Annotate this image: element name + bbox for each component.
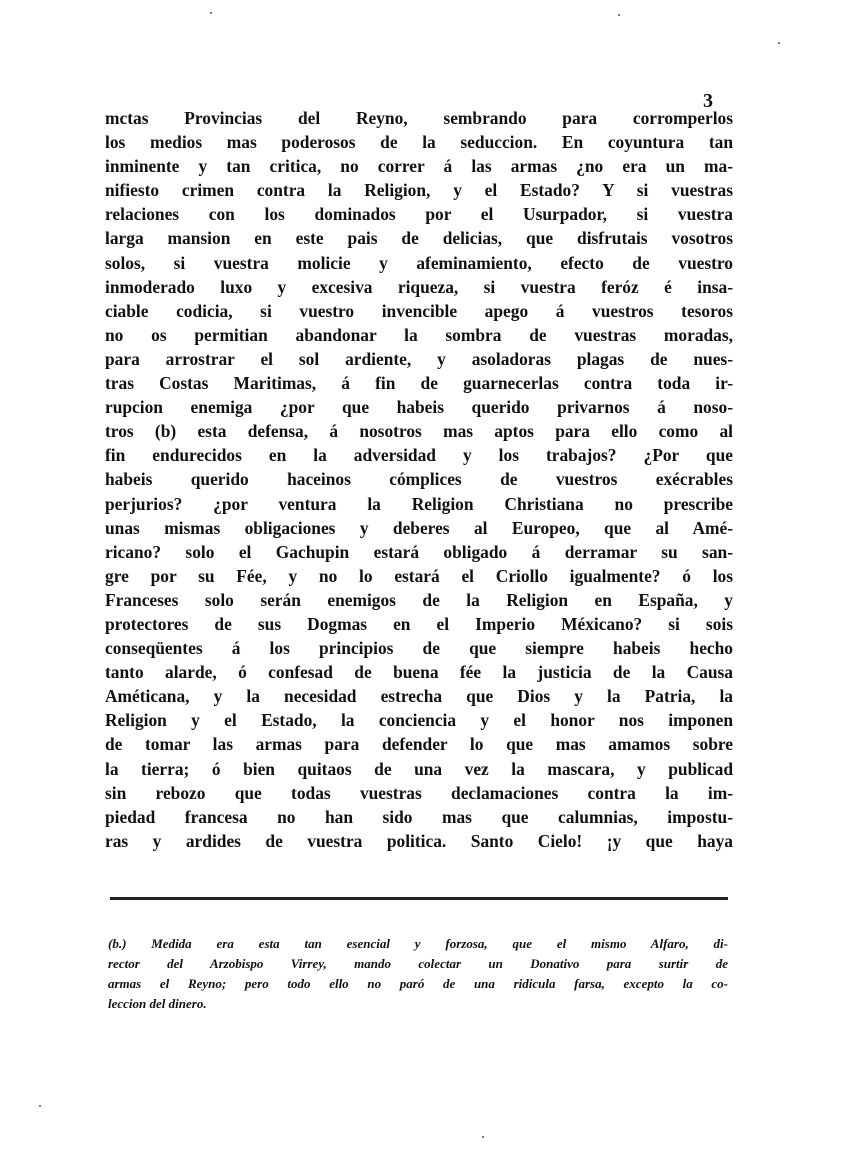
text-line: para arrostrar el sol ardiente, y asoladoras plagas de nues- xyxy=(105,348,733,369)
footnote-divider xyxy=(110,897,728,900)
text-line: rupcion enemiga ¿por que habeis querido privarnos á noso- xyxy=(105,397,733,418)
text-line: inmoderado luxo y excesiva riqueza, si vuestra feróz é insa- xyxy=(105,276,733,297)
text-line: tanto alarde, ó confesad de buena fée la justicia de la Causa xyxy=(105,662,733,683)
page-number: 3 xyxy=(703,90,713,112)
paper-speck xyxy=(618,14,620,16)
text-line: ricano? solo el Gachupin estará obligado á derramar su san- xyxy=(105,541,733,562)
text-line: fin endurecidos en la adversidad y los trabajos? ¿Por que xyxy=(105,445,733,466)
paper-speck xyxy=(482,1136,484,1138)
text-line: ras y ardides de vuestra politica. Santo Cielo! ¡y que haya xyxy=(105,830,733,851)
text-line: tros (b) esta defensa, á nosotros mas aptos para ello como al xyxy=(105,421,733,442)
text-line: los medios mas poderosos de la seduccion. En coyuntura tan xyxy=(105,132,733,153)
text-line: protectores de sus Dogmas en el Imperio Méxicano? si sois xyxy=(105,613,733,634)
text-line: sin rebozo que todas vuestras declamaciones contra la im- xyxy=(105,782,733,803)
text-line: inminente y tan critica, no correr á las armas ¿no era un ma- xyxy=(105,156,733,177)
text-line: solos, si vuestra molicie y afeminamiento, efecto de vuestro xyxy=(105,252,733,273)
text-line: gre por su Fée, y no lo estará el Criollo igualmente? ó los xyxy=(105,565,733,586)
text-line: ciable codicia, si vuestro invencible apego á vuestros tesoros xyxy=(105,300,733,321)
text-line: habeis querido haceinos cómplices de vuestros exécrables xyxy=(105,469,733,490)
text-line: Franceses solo serán enemigos de la Religion en España, y xyxy=(105,589,733,610)
text-line: conseqüentes á los principios de que siempre habeis hecho xyxy=(105,638,733,659)
text-line: unas mismas obligaciones y deberes al Europeo, que al Amé- xyxy=(105,517,733,538)
footnote-line: leccion del dinero. xyxy=(108,996,207,1011)
text-line: nifiesto crimen contra la Religion, y el Estado? Y si vuestras xyxy=(105,180,733,201)
footnote-line: (b.) Medida era esta tan esencial y forzosa, que el mismo Alfaro, di- xyxy=(108,936,728,951)
text-line: piedad francesa no han sido mas que calumnias, impostu- xyxy=(105,806,733,827)
text-line: Améticana, y la necesidad estrecha que Dios y la Patria, la xyxy=(105,686,733,707)
text-line: tras Costas Maritimas, á fin de guarnecerlas contra toda ir- xyxy=(105,373,733,394)
text-line: larga mansion en este pais de delicias, que disfrutais vosotros xyxy=(105,228,733,249)
text-line: no os permitian abandonar la sombra de vuestras moradas, xyxy=(105,324,733,345)
paper-speck xyxy=(39,1105,41,1107)
footnote-line: armas el Reyno; pero todo ello no paró de una ridicula farsa, excepto la co- xyxy=(108,976,728,991)
text-line: la tierra; ó bien quitaos de una vez la mascara, y publicad xyxy=(105,758,733,779)
body-text xyxy=(105,106,733,853)
text-line: de tomar las armas para defender lo que mas amamos sobre xyxy=(105,734,733,755)
text-line: Religion y el Estado, la conciencia y el honor nos imponen xyxy=(105,710,733,731)
text-line: mctas Provincias del Reyno, sembrando para corromperlos xyxy=(105,108,733,128)
text-line: perjurios? ¿por ventura la Religion Christiana no prescribe xyxy=(105,493,733,514)
paper-speck xyxy=(210,12,212,14)
text-line: relaciones con los dominados por el Usurpador, si vuestra xyxy=(105,204,733,225)
paper-speck xyxy=(778,42,780,44)
footnote-line: rector del Arzobispo Virrey, mando colectar un Donativo para surtir de xyxy=(108,956,728,971)
footnote xyxy=(108,934,728,1014)
